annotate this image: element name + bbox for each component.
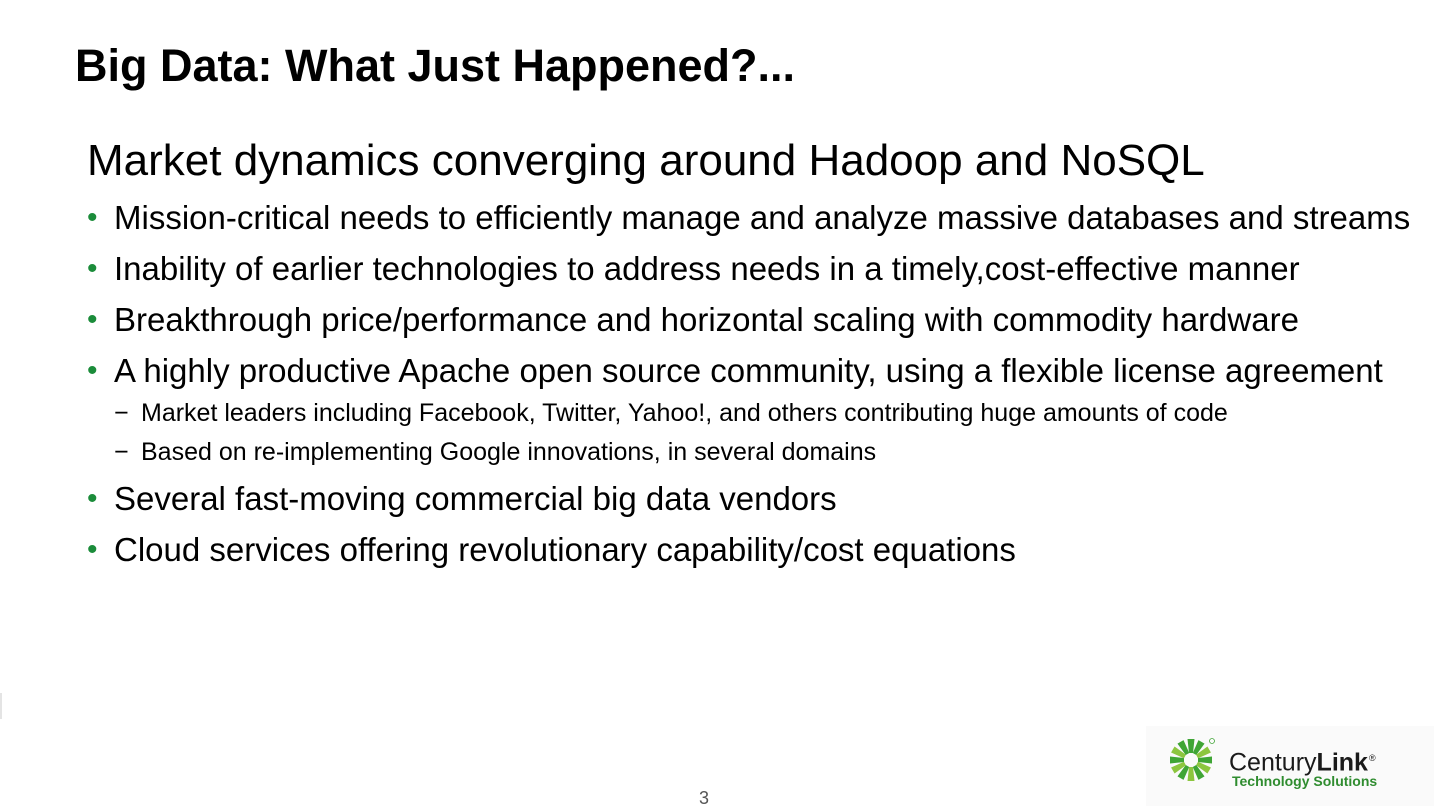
sub-bullet-text: Market leaders including Facebook, Twitter, Yahoo!, and others contributing huge amounts of code <box>141 399 1228 427</box>
page-number: 3 <box>698 788 709 808</box>
logo-brand-bold: Link <box>1316 748 1368 777</box>
dash-icon: − <box>114 438 129 466</box>
bullet-item <box>87 529 1427 571</box>
bullet-dot-icon: • <box>87 533 98 566</box>
bullet-dot-icon: • <box>87 252 98 285</box>
bullet-text: A highly productive Apache open source community, using a flexible license agreement <box>114 352 1383 389</box>
sub-bullet-item <box>87 397 1427 429</box>
slide-content <box>87 133 1427 580</box>
sub-bullet-list <box>87 397 1427 468</box>
bullet-item <box>87 478 1427 520</box>
bullet-dot-icon: • <box>87 201 98 234</box>
bullet-text: Breakthrough price/performance and horizontal scaling with commodity hardware <box>114 301 1299 338</box>
edge-marker <box>0 693 2 719</box>
logo-wordmark <box>1229 744 1376 776</box>
sub-bullet-text: Based on re-implementing Google innovations, in several domains <box>141 438 877 466</box>
bullet-text: Inability of earlier technologies to address needs in a timely,cost-effective manner <box>114 250 1300 287</box>
bullet-dot-icon: • <box>87 354 98 387</box>
bullet-text: Mission-critical needs to efficiently manage and analyze massive databases and streams <box>114 199 1411 236</box>
logo-registered-mark: ® <box>1368 753 1376 763</box>
bullet-dot-icon: • <box>87 482 98 515</box>
bullet-item <box>87 197 1427 239</box>
dash-icon: − <box>114 399 129 427</box>
sub-bullet-item <box>87 436 1427 468</box>
bullet-text: Cloud services offering revolutionary capability/cost equations <box>114 531 1016 568</box>
slide-title: Big Data: What Just Happened?... <box>75 40 796 91</box>
centurylink-burst-icon <box>1163 738 1219 782</box>
bullet-item <box>87 299 1427 341</box>
bullet-text: Several fast-moving commercial big data vendors <box>114 480 837 517</box>
bullet-dot-icon: • <box>87 303 98 336</box>
logo-tagline: Technology Solutions <box>1232 773 1378 789</box>
slide-subtitle: Market dynamics converging around Hadoop and NoSQL <box>87 136 1205 185</box>
centurylink-logo <box>1146 726 1434 806</box>
logo-brand-light: Century <box>1229 748 1317 777</box>
bullet-item <box>87 248 1427 290</box>
bullet-item <box>87 350 1427 392</box>
